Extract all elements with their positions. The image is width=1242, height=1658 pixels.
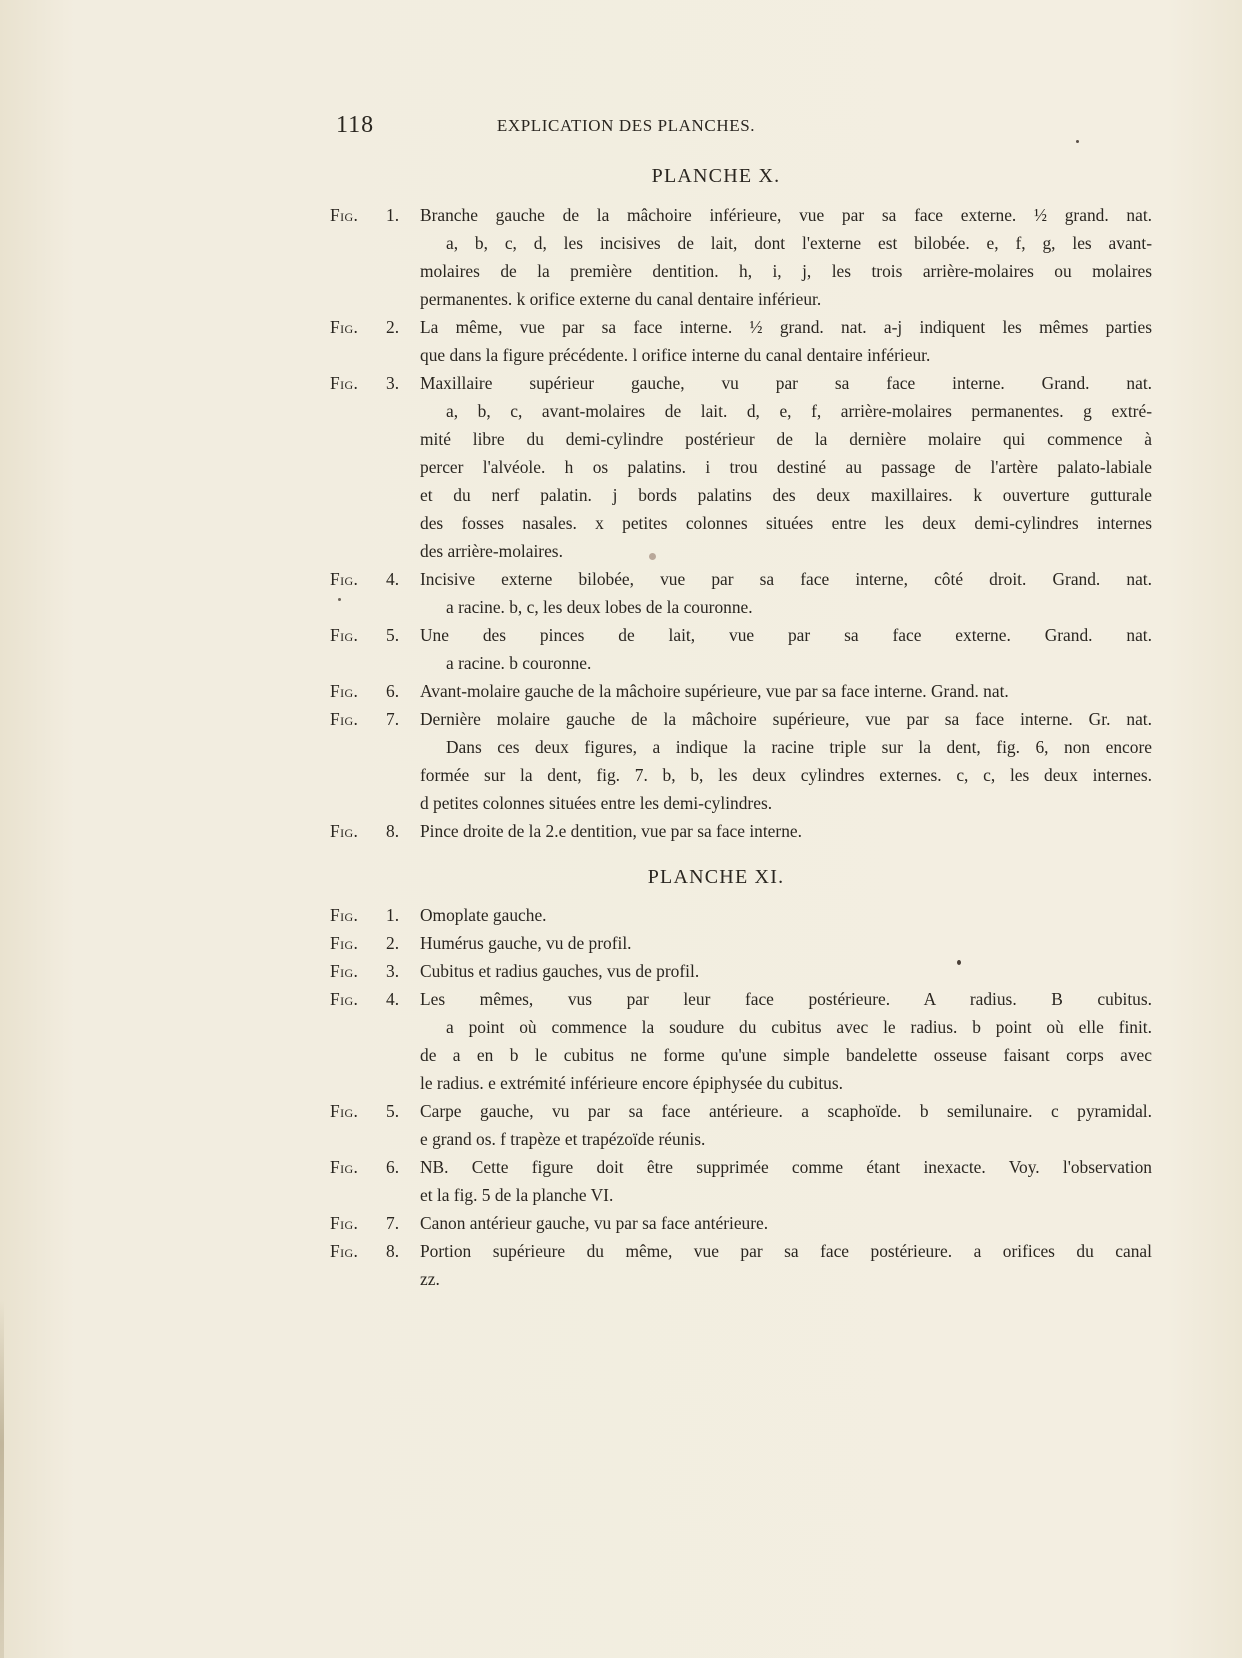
figure-number: 3. (386, 961, 400, 981)
figure-text-line: Canon antérieur gauche, vu par sa face antérieure. (420, 1213, 769, 1233)
figure-text-line: le radius. e extrémité inférieure encore épiphysée du cubitus. (420, 1073, 843, 1093)
figure-entry (330, 705, 1152, 817)
figure-text-line: Pince droite de la 2.e dentition, vue par sa face interne. (420, 821, 802, 841)
figure-text-line: Incisive externe bilobée, vue par sa face interne, côté droit. Grand. nat. (420, 569, 1152, 589)
figure-text-line: a, b, c, d, les incisives de lait, dont l'externe est bilobée. e, f, g, les avant- (446, 233, 1152, 253)
figure-label: Fig. (330, 1157, 359, 1177)
binding-edge (0, 1300, 4, 1658)
figure-entry (330, 369, 1152, 565)
figure-text-line: et du nerf palatin. j bords palatins des deux maxillaires. k ouverture gutturale (420, 485, 1152, 505)
running-head (336, 112, 876, 142)
figure-text-line: que dans la figure précédente. l orifice interne du canal dentaire inférieur. (420, 345, 931, 365)
figure-text-line: Humérus gauche, vu de profil. (420, 933, 632, 953)
figure-text-line: zz. (420, 1269, 440, 1289)
figure-entry (330, 565, 1152, 621)
figure-text-line: mité libre du demi-cylindre postérieur de la dernière molaire qui commence à (420, 429, 1152, 449)
figure-text-line: des fosses nasales. x petites colonnes situées entre les deux demi-cylindres internes (420, 513, 1152, 533)
figure-label: Fig. (330, 989, 359, 1009)
running-title: EXPLICATION DES PLANCHES. (496, 116, 756, 135)
plate-heading: PLANCHE XI. (647, 866, 785, 888)
figure-text-line: a racine. b couronne. (446, 653, 592, 673)
figure-number: 6. (386, 1157, 400, 1177)
figure-text-line: Branche gauche de la mâchoire inférieure, vue par sa face externe. ½ grand. nat. (420, 205, 1152, 225)
figure-text-line: e grand os. f trapèze et trapézoïde réunis. (420, 1129, 706, 1149)
figure-label: Fig. (330, 821, 359, 841)
figure-number: 7. (386, 709, 400, 729)
figure-label: Fig. (330, 961, 359, 981)
figure-number: 8. (386, 1241, 400, 1261)
figure-entry (330, 817, 1152, 845)
figure-label: Fig. (330, 205, 359, 225)
figure-number: 7. (386, 1213, 400, 1233)
figure-number: 1. (386, 205, 400, 225)
figure-number: 5. (386, 625, 400, 645)
figure-number: 1. (386, 905, 400, 925)
plate-x-figures (330, 201, 1152, 845)
figure-number: 8. (386, 821, 400, 841)
figure-label: Fig. (330, 905, 359, 925)
page-number: 118 (336, 112, 375, 138)
figure-entry (330, 313, 1152, 369)
figure-text-line: d petites colonnes situées entre les demi-cylindres. (420, 793, 773, 813)
figure-text-line: Les mêmes, vus par leur face postérieure. A radius. B cubitus. (420, 989, 1152, 1009)
figure-text-line: a racine. b, c, les deux lobes de la couronne. (446, 597, 753, 617)
figure-entry (330, 985, 1152, 1097)
figure-text-line: de a en b le cubitus ne forme qu'une simple bandelette osseuse faisant corps avec (420, 1045, 1152, 1065)
figure-text-line: a, b, c, avant-molaires de lait. d, e, f, arrière-molaires permanentes. g extré- (446, 401, 1152, 421)
figure-label: Fig. (330, 569, 359, 589)
figure-entry (330, 1097, 1152, 1153)
figure-text-line: permanentes. k orifice externe du canal dentaire inférieur. (420, 289, 822, 309)
figure-entry (330, 1209, 1152, 1237)
figure-text-line: Maxillaire supérieur gauche, vu par sa face interne. Grand. nat. (420, 373, 1152, 393)
figure-number: 4. (386, 569, 400, 589)
figure-entry (330, 677, 1152, 705)
paper-speck (649, 553, 656, 560)
paper-speck (338, 598, 341, 601)
figure-text-line: Cubitus et radius gauches, vus de profil. (420, 961, 700, 981)
figure-entry (330, 201, 1152, 313)
figure-number: 5. (386, 1101, 400, 1121)
figure-text-line: molaires de la première dentition. h, i, j, les trois arrière-molaires ou molaires (420, 261, 1152, 281)
figure-text-line: formée sur la dent, fig. 7. b, b, les deux cylindres externes. c, c, les deux internes. (420, 765, 1152, 785)
figure-text-line: Avant-molaire gauche de la mâchoire supérieure, vue par sa face interne. Grand. nat. (420, 681, 1009, 701)
figure-label: Fig. (330, 681, 359, 701)
figure-text-line: Carpe gauche, vu par sa face antérieure. a scaphoïde. b semilunaire. c pyramidal. (420, 1101, 1152, 1121)
figure-entry (330, 929, 1152, 957)
figure-text-line: La même, vue par sa face interne. ½ grand. nat. a-j indiquent les mêmes parties (420, 317, 1152, 337)
figure-text-line: NB. Cette figure doit être supprimée comme étant inexacte. Voy. l'observation (420, 1157, 1152, 1177)
figure-text-line: Dernière molaire gauche de la mâchoire supérieure, vue par sa face interne. Gr. nat. (420, 709, 1152, 729)
figure-label: Fig. (330, 625, 359, 645)
plate-xi-figures (330, 901, 1152, 1293)
figure-entry (330, 621, 1152, 677)
figure-number: 3. (386, 373, 400, 393)
figure-label: Fig. (330, 1213, 359, 1233)
figure-label: Fig. (330, 933, 359, 953)
figure-label: Fig. (330, 1101, 359, 1121)
figure-text-line: des arrière-molaires. (420, 541, 563, 561)
figure-entry (330, 901, 1152, 929)
figure-text-line: Portion supérieure du même, vue par sa face postérieure. a orifices du canal (420, 1241, 1152, 1261)
figure-entry (330, 1153, 1152, 1209)
figure-label: Fig. (330, 1241, 359, 1261)
figure-label: Fig. (330, 709, 359, 729)
figure-text-line: Omoplate gauche. (420, 905, 547, 925)
figure-label: Fig. (330, 373, 359, 393)
figure-text-line: percer l'alvéole. h os palatins. i trou destiné au passage de l'artère palato-labiale (420, 457, 1152, 477)
figure-entry (330, 1237, 1152, 1293)
paper-speck (1076, 140, 1079, 143)
figure-text-line: Dans ces deux figures, a indique la racine triple sur la dent, fig. 6, non encore (446, 737, 1152, 757)
figure-text-line: Une des pinces de lait, vue par sa face externe. Grand. nat. (420, 625, 1152, 645)
plate-heading: PLANCHE X. (651, 165, 781, 187)
figure-number: 4. (386, 989, 400, 1009)
figure-number: 2. (386, 933, 400, 953)
figure-entry (330, 957, 1152, 985)
figure-label: Fig. (330, 317, 359, 337)
figure-number: 2. (386, 317, 400, 337)
paper-speck (957, 960, 961, 965)
figure-number: 6. (386, 681, 400, 701)
figure-text-line: et la fig. 5 de la planche VI. (420, 1185, 614, 1205)
figure-text-line: a point où commence la soudure du cubitus avec le radius. b point où elle finit. (446, 1017, 1152, 1037)
